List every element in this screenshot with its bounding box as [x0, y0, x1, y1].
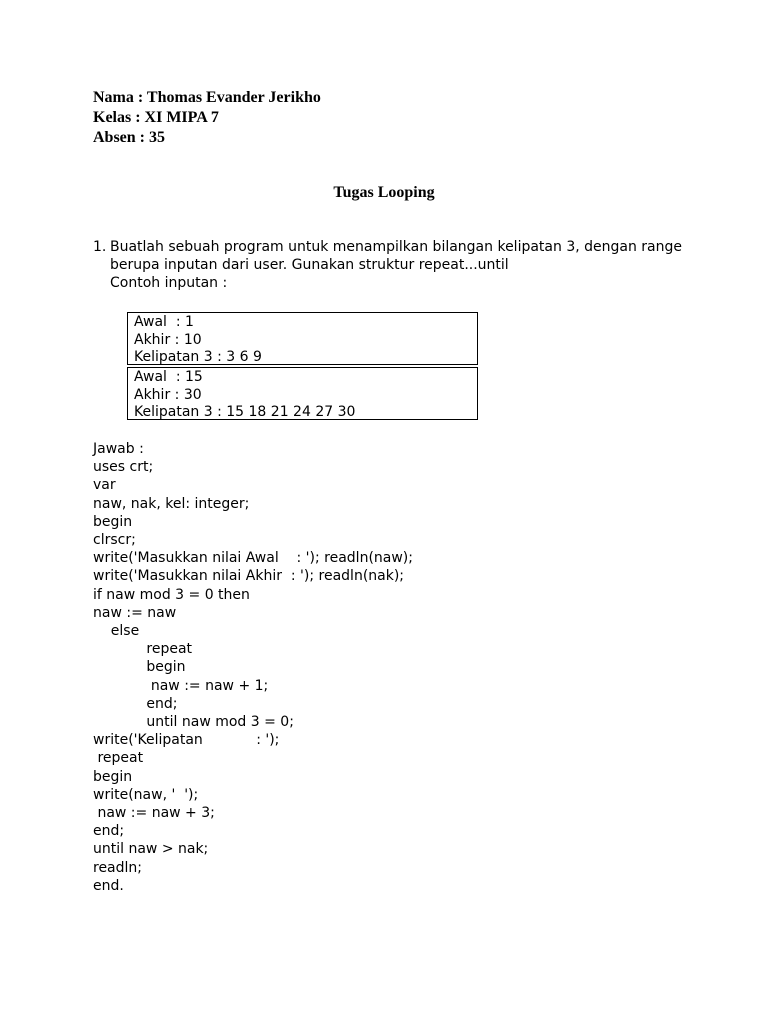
- question-1: [93, 238, 693, 292]
- student-absen: Absen : 35: [93, 129, 166, 146]
- code-line: naw := naw: [93, 604, 177, 621]
- code-line: end;: [93, 695, 178, 712]
- example-kelipatan: Kelipatan 3 : 15 18 21 24 27 30: [134, 404, 356, 420]
- code-line: repeat: [93, 750, 144, 767]
- code-line: begin: [93, 513, 133, 530]
- student-class: Kelas : XI MIPA 7: [93, 109, 219, 126]
- code-line: write('Kelipatan : ');: [93, 732, 280, 749]
- answer-code: [93, 440, 413, 895]
- example-kelipatan: Kelipatan 3 : 3 6 9: [134, 349, 262, 365]
- example-box-2: [127, 367, 478, 420]
- code-line: write('Masukkan nilai Akhir : '); readln(nak);: [93, 568, 405, 585]
- page-title: Tugas Looping: [333, 184, 435, 201]
- example-awal: Awal : 1: [134, 314, 194, 330]
- question-line: Buatlah sebuah program untuk menampilkan bilangan kelipatan 3, dengan range: [110, 239, 682, 255]
- code-line: clrscr;: [93, 532, 136, 549]
- code-line: until naw > nak;: [93, 841, 209, 858]
- code-line: naw := naw + 3;: [93, 805, 215, 822]
- question-number: 1.: [93, 239, 107, 255]
- code-line: uses crt;: [93, 459, 154, 476]
- code-line: Jawab :: [93, 441, 144, 457]
- code-line: repeat: [93, 641, 193, 658]
- question-line: Contoh inputan :: [110, 275, 228, 291]
- code-line: write('Masukkan nilai Awal : '); readln(naw);: [93, 550, 413, 567]
- code-line: until naw mod 3 = 0;: [93, 714, 294, 731]
- example-akhir: Akhir : 30: [134, 386, 202, 403]
- code-line: write(naw, ' ');: [93, 786, 199, 803]
- code-line: else: [93, 623, 140, 640]
- code-line: begin: [93, 768, 133, 785]
- code-line: if naw mod 3 = 0 then: [93, 586, 250, 603]
- student-name: Nama : Thomas Evander Jerikho: [93, 89, 321, 106]
- example-awal: Awal : 15: [134, 369, 203, 385]
- code-line: naw := naw + 1;: [93, 677, 269, 694]
- example-box-1: [127, 312, 478, 365]
- student-header: [93, 88, 321, 148]
- code-line: readln;: [93, 859, 143, 876]
- question-line: berupa inputan dari user. Gunakan struktur repeat...until: [110, 257, 509, 273]
- code-line: end.: [93, 877, 124, 894]
- code-line: end;: [93, 823, 125, 840]
- code-line: begin: [93, 659, 186, 676]
- code-line: var: [93, 477, 116, 494]
- example-akhir: Akhir : 10: [134, 331, 202, 348]
- code-line: naw, nak, kel: integer;: [93, 495, 250, 512]
